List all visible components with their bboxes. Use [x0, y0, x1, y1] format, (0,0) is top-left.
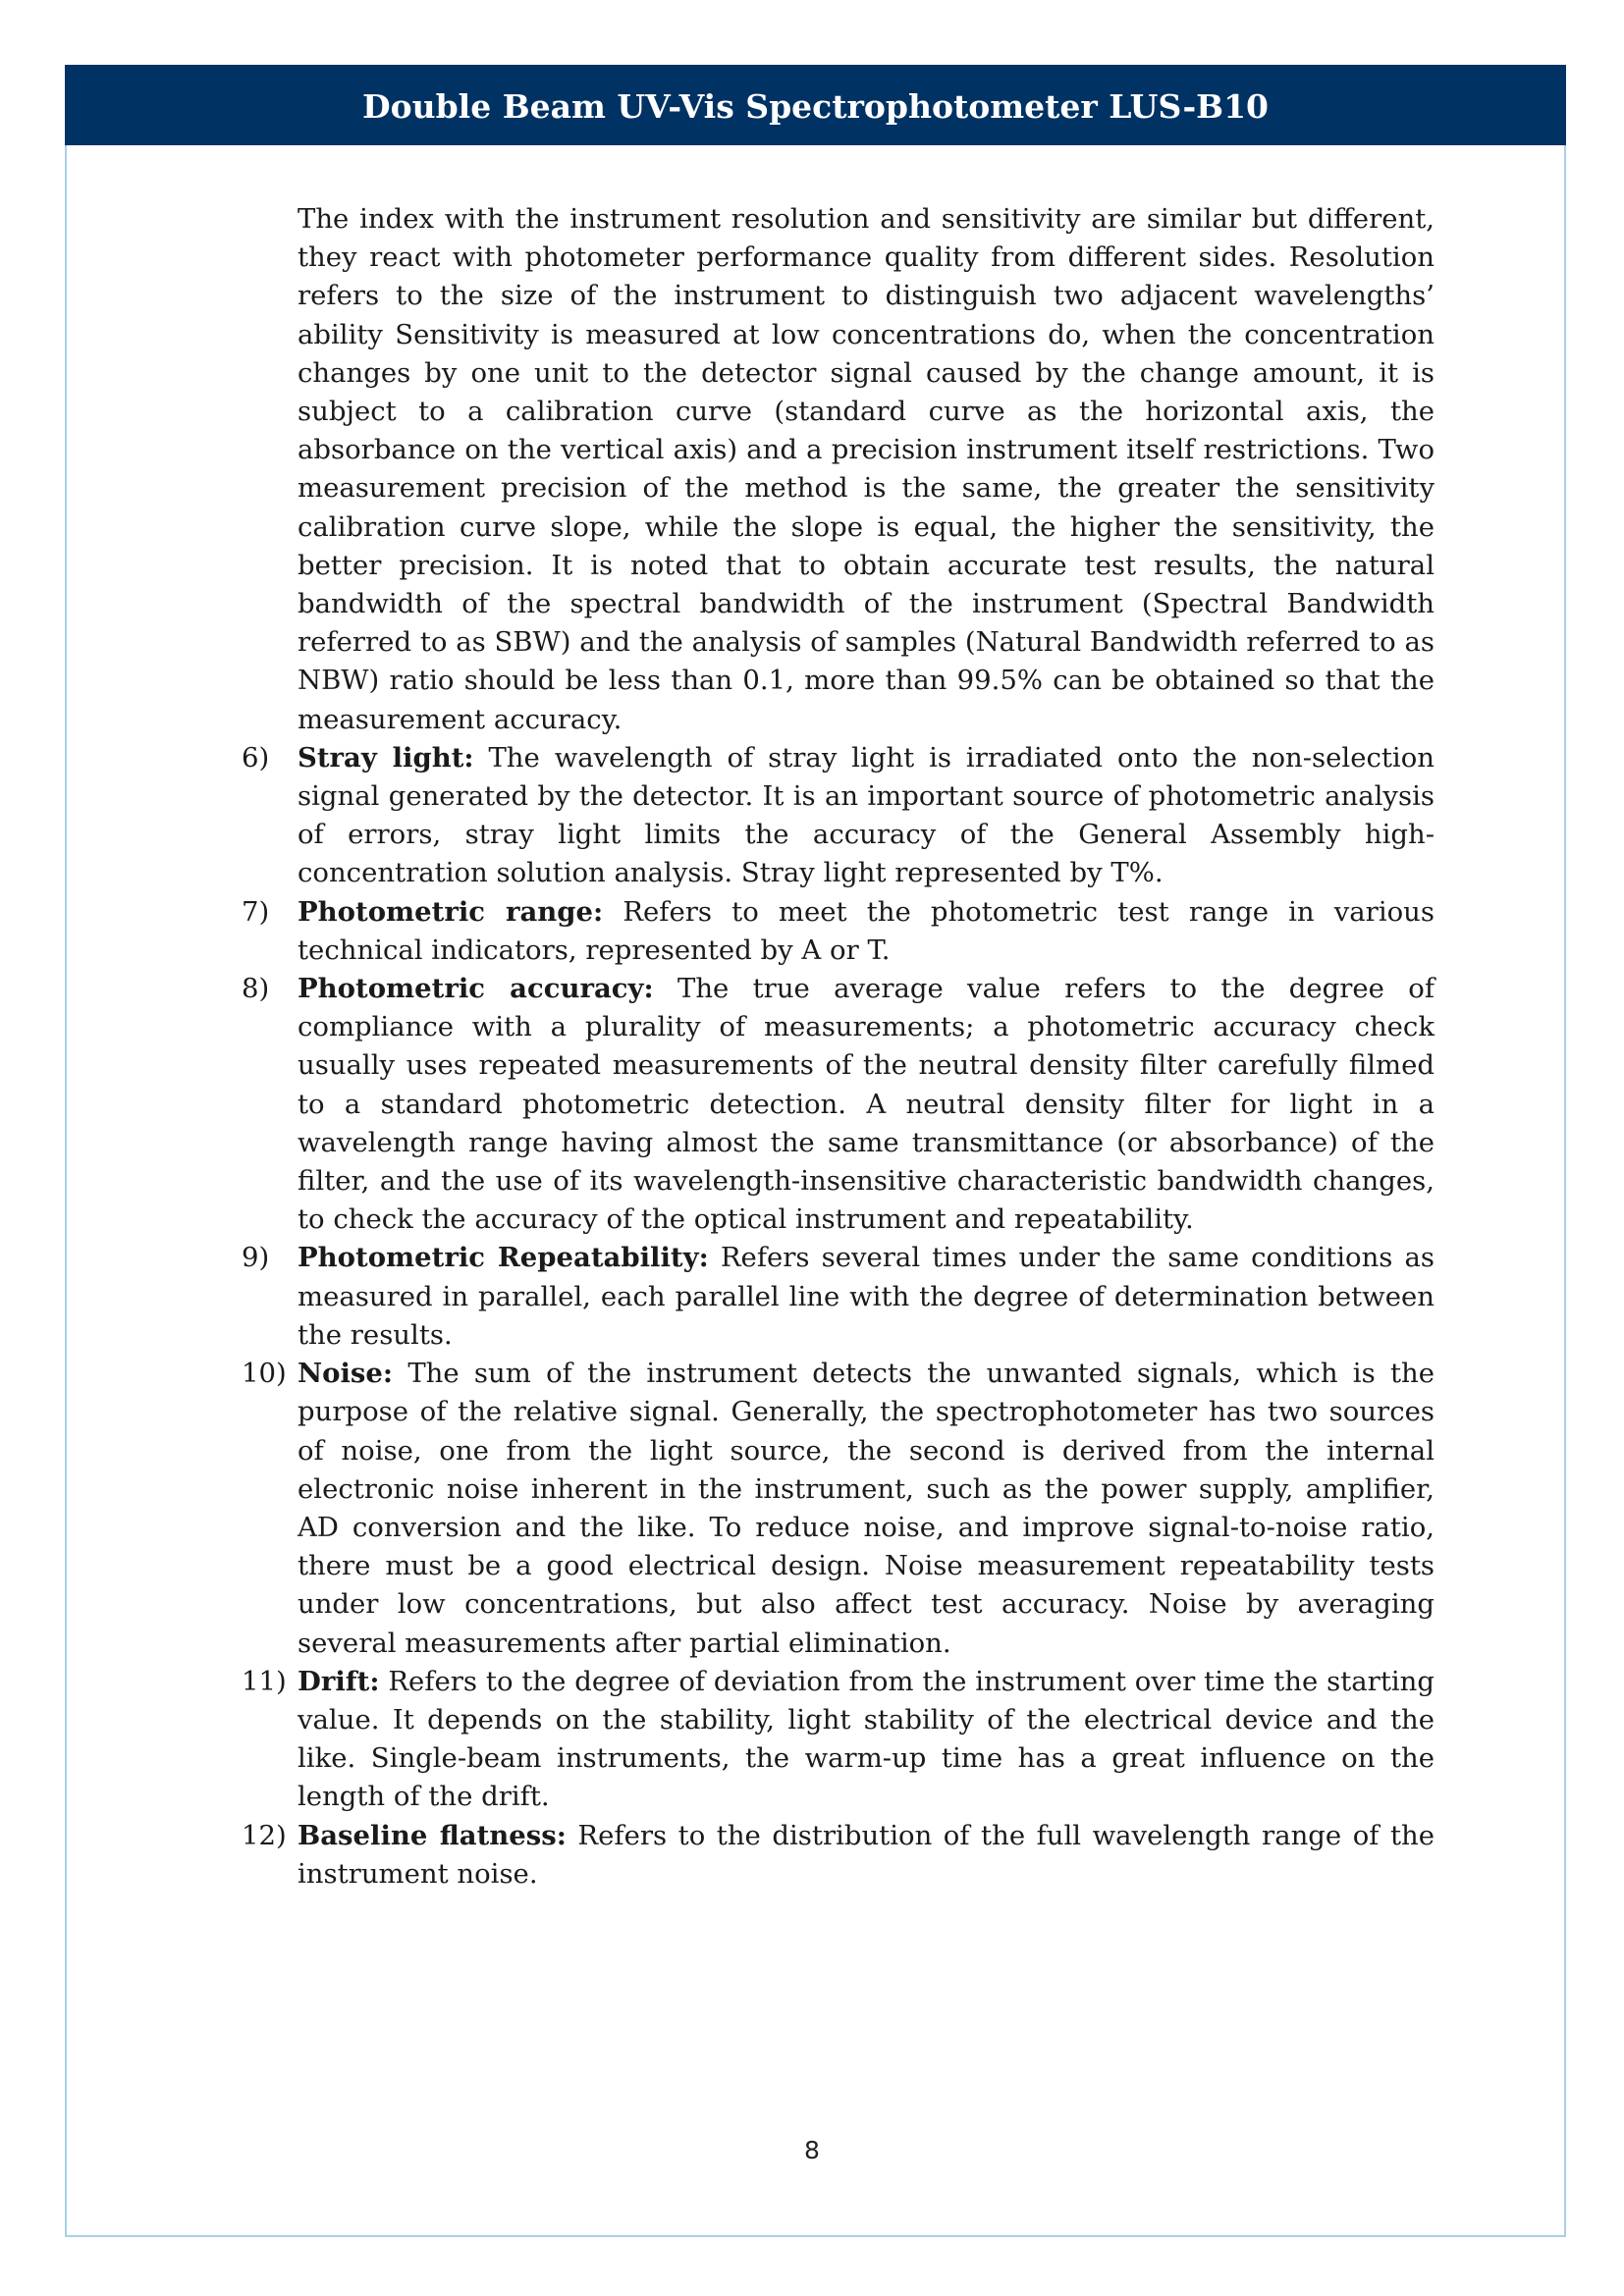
item-number: 12): [242, 1819, 287, 1851]
item-term: Stray light:: [298, 741, 474, 774]
item-term: Photometric Repeatability:: [298, 1242, 709, 1274]
item-body: [298, 1663, 1435, 1817]
list-item: [242, 1817, 1435, 1894]
item-term: Drift:: [298, 1665, 380, 1697]
list-item: [242, 970, 1435, 1239]
item-body: [298, 1239, 1435, 1355]
item-body: [298, 893, 1435, 970]
header-title: Double Beam UV-Vis Spectrophotometer LUS-B10: [361, 86, 1270, 126]
item-description: Refers several times under the same conditions as measured in parallel, each parallel line with the degree of determination between the results.: [298, 1242, 1435, 1351]
item-description: Refers to meet the photometric test range in various technical indicators, represented by A or T.: [298, 895, 1435, 966]
intro-paragraph: The index with the instrument resolution and sensitivity are similar but different, they react with photometer performance quality from different sides. Resolution refers to the size of the instrument to distinguish two adjacent wavelengths’ ability Sensitivity is measured at low concentrations do, when the concentration changes by one unit to the detector signal caused by the change amount, it is subject to a calibration curve (standard curve as the horizontal axis, the absorbance on the vertical axis) and a precision instrument itself restrictions. Two measurement precision of the method is the same, the greater the sensitivity calibration curve slope, while the slope is equal, the higher the sensitivity, the better precision. It is noted that to obtain accurate test results, the natural bandwidth of the spectral bandwidth of the instrument (Spectral Bandwidth referred to as SBW) and the analysis of samples (Natural Bandwidth referred to as NBW) ratio should be less than 0.1, more than 99.5% can be obtained so that the measurement accuracy.: [298, 203, 1435, 735]
item-body: [298, 739, 1435, 893]
item-number: 6): [242, 741, 270, 774]
list-item: [242, 739, 1435, 893]
item-body: [298, 1817, 1435, 1894]
document-body: [242, 200, 1435, 1894]
page-header: [65, 65, 1566, 145]
page-number: 8: [804, 2136, 820, 2164]
list-item: [242, 1355, 1435, 1663]
item-number: 10): [242, 1358, 287, 1390]
item-term: Baseline flatness:: [298, 1819, 567, 1851]
list-item: [242, 1663, 1435, 1817]
item-number: 11): [242, 1665, 287, 1697]
list-item: [242, 1239, 1435, 1355]
item-number: 9): [242, 1242, 270, 1274]
item-description: Refers to the degree of deviation from the instrument over time the starting value. It depends on the stability, light stability of the electrical device and the like. Single-beam instruments, the warm-up time has a great influence on the length of the drift.: [298, 1665, 1435, 1813]
item-description: The sum of the instrument detects the unwanted signals, which is the purpose of the relative signal. Generally, the spectrophotometer has two sources of noise, one from the light source, the second is derived from the internal electronic noise inherent in the instrument, such as the power supply, amplifier, AD conversion and the like. To reduce noise, and improve signal-to-noise ratio, there must be a good electrical design. Noise measurement repeatability tests under low concentrations, but also affect test accuracy. Noise by averaging several measurements after partial elimination.: [298, 1358, 1435, 1659]
item-term: Photometric range:: [298, 895, 604, 928]
item-description: Refers to the distribution of the full wavelength range of the instrument noise.: [298, 1819, 1435, 1890]
item-number: 7): [242, 895, 270, 928]
item-term: Photometric accuracy:: [298, 973, 654, 1005]
item-description: The true average value refers to the degree of compliance with a plurality of measurements; a photometric accuracy check usually uses repeated measurements of the neutral density filter carefully filmed to a standard photometric detection. A neutral density filter for light in a wavelength range having almost the same transmittance (or absorbance) of the filter, and the use of its wavelength-insensitive characteristic bandwidth changes, to check the accuracy of the optical instrument and repeatability.: [298, 973, 1435, 1236]
list-item: [242, 893, 1435, 970]
item-term: Noise:: [298, 1358, 394, 1390]
item-body: [298, 1355, 1435, 1663]
item-description: The wavelength of stray light is irradiated onto the non-selection signal generated by the detector. It is an important source of photometric analysis of errors, stray light limits the accuracy of the General Assembly high-concentration solution analysis. Stray light represented by T%.: [298, 741, 1435, 889]
item-number: 8): [242, 973, 270, 1005]
item-body: [298, 970, 1435, 1239]
